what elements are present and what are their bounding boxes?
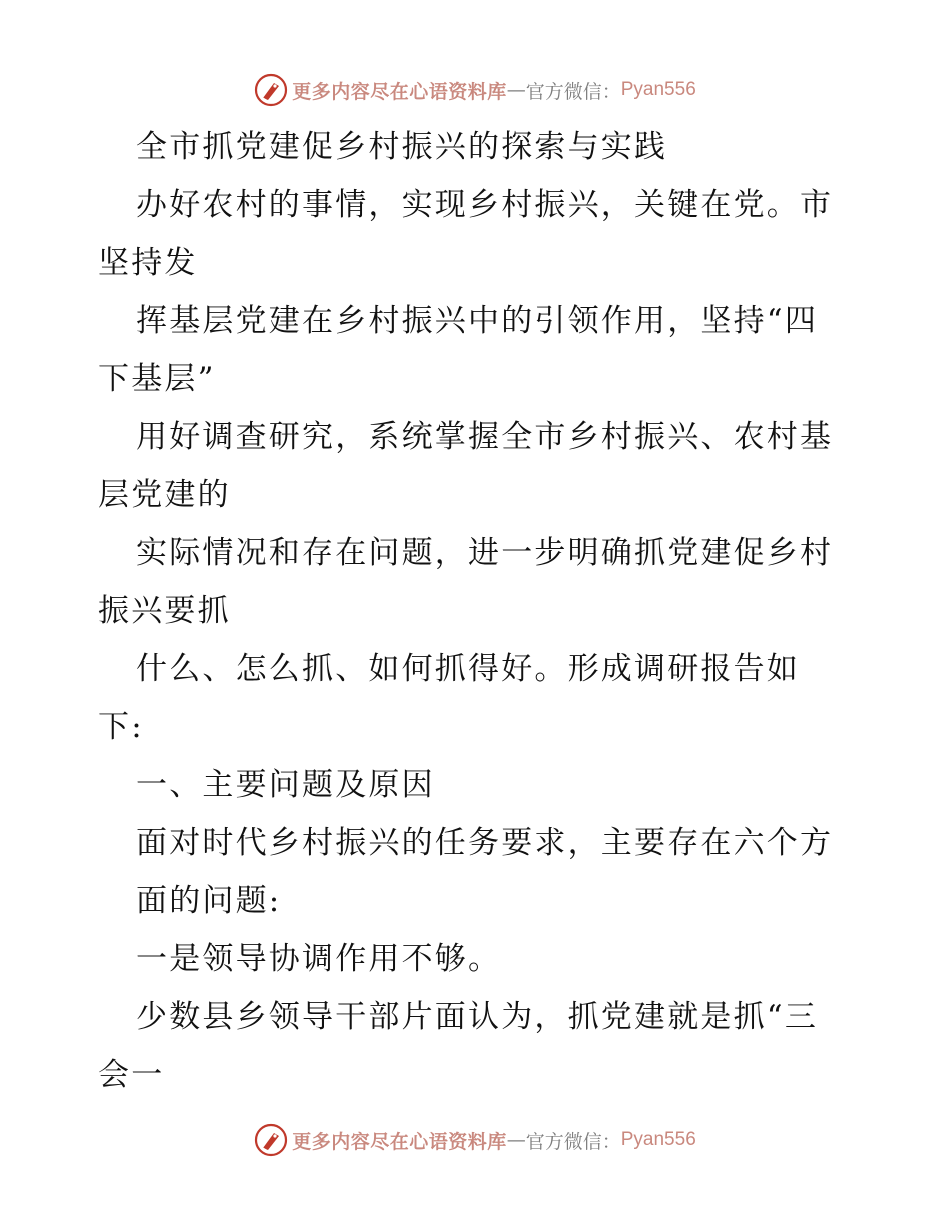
paragraph-line: 实际情况和存在问题，进一步明确抓党建促乡村 — [136, 535, 834, 571]
paragraph-line: 什么、怎么抓、如何抓得好。形成调研报告如 — [136, 651, 800, 687]
banner-wechat-label: 官方微信： — [525, 1130, 621, 1153]
banner-title: 更多内容尽在心语资料库 — [292, 80, 507, 103]
footer-watermark-banner — [0, 1120, 950, 1160]
paragraph-line: 会一 — [98, 1057, 165, 1093]
paragraph-line: 用好调查研究，系统掌握全市乡村振兴、农村基 — [136, 419, 834, 455]
document-title: 全市抓党建促乡村振兴的探索与实践 — [136, 129, 668, 165]
section-heading: 一、主要问题及原因 — [136, 767, 435, 803]
subsection-heading: 一是领导协调作用不够。 — [136, 941, 502, 977]
paragraph-line: 下: — [98, 709, 144, 745]
banner-wechat-id: Pyan556 — [620, 1129, 696, 1150]
paragraph-line: 挥基层党建在乡村振兴中的引领作用，坚持“四 — [136, 303, 819, 339]
paragraph-line: 坚持发 — [98, 245, 198, 281]
paragraph-line: 层党建的 — [98, 477, 231, 513]
paragraph-line: 少数县乡领导干部片面认为，抓党建就是抓“三 — [136, 999, 819, 1035]
paragraph-line: 面对时代乡村振兴的任务要求，主要存在六个方 — [136, 825, 834, 861]
banner-wechat-label: 官方微信： — [525, 80, 621, 103]
paragraph-line: 下基层” — [98, 361, 216, 397]
paragraph-line: 面的问题: — [136, 883, 282, 919]
banner-wechat-id: Pyan556 — [620, 79, 696, 100]
paragraph-line: 振兴要抓 — [98, 593, 231, 629]
pen-nib-logo-icon — [254, 73, 288, 107]
pen-nib-logo-icon — [254, 1123, 288, 1157]
header-watermark-banner — [0, 70, 950, 110]
paragraph-line: 办好农村的事情，实现乡村振兴，关键在党。市 — [136, 187, 834, 223]
banner-separator: — — [506, 1129, 526, 1151]
banner-separator: — — [506, 79, 526, 101]
banner-title: 更多内容尽在心语资料库 — [292, 1130, 507, 1153]
